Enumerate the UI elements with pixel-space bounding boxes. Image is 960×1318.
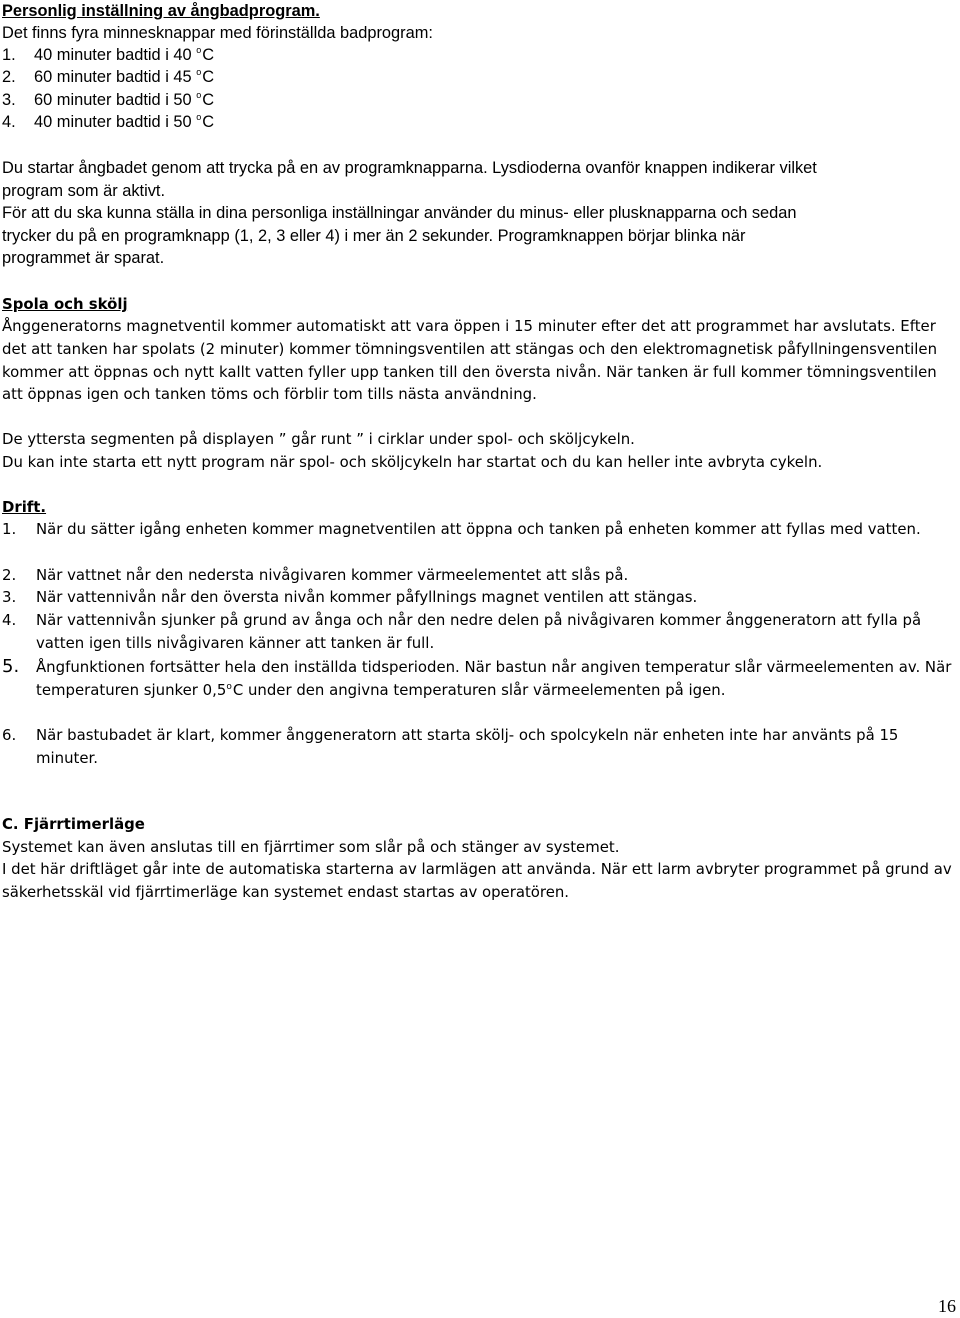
intro-text: Det finns fyra minnesknappar med förinställda badprogram: — [2, 24, 433, 42]
program-item — [2, 89, 214, 113]
item-text: När du sätter igång enheten kommer magnetventilen att öppna och tanken på enheten kommer att fyllas med vatten. — [36, 520, 921, 538]
paragraph-line: programmet är sparat. — [2, 249, 165, 267]
item-number: 3. — [2, 588, 17, 606]
item-text: När vattnet når den nedersta nivågivaren kommer värmeelementet att slås på. — [36, 566, 629, 584]
list-item — [2, 724, 957, 770]
item-number: 1. — [2, 520, 17, 538]
item-text: När vattennivån når den översta nivån kommer påfyllnings magnet ventilen att stängas. — [36, 588, 698, 606]
section-paragraph: I det här driftläget går inte de automatiska starterna av larmlägen att använda. När ett larm avbryter programmet på grund av säkerhetsskäl vid fjärrtimerläge kan systemet endast startas av operatören. — [2, 860, 952, 901]
section-paragraph: De yttersta segmenten på displayen ” går runt ” i cirklar under spol- och sköljcykeln. — [2, 430, 635, 448]
section-heading: C. Fjärrtimerläge — [2, 815, 145, 833]
section-paragraph: Systemet kan även anslutas till en fjärrtimer som slår på och stänger av systemet. — [2, 838, 620, 856]
item-number: 5. — [2, 656, 20, 677]
degree-sign: o — [196, 90, 202, 100]
item-text: När vattennivån sjunker på grund av ånga och når den nedre delen på nivågivaren kommer ånggeneratorn att fylla på vatten igen tills nivågivaren känner att tanken är full. — [36, 611, 922, 652]
item-number: 3. — [2, 91, 16, 109]
section-paragraph: Du kan inte starta ett nytt program när spol- och sköljcykeln har startat och du kan heller inte avbryta cykeln. — [2, 453, 823, 471]
section-heading: Spola och skölj — [2, 295, 128, 313]
paragraph-line: Du startar ångbadet genom att trycka på en av programknapparna. Lysdioderna ovanför knappen indikerar vilket — [2, 159, 817, 177]
item-text: 40 minuter badtid i 50 — [34, 113, 192, 131]
item-text — [36, 656, 957, 705]
paragraph-line: program som är aktivt. — [2, 182, 166, 200]
program-item — [2, 111, 214, 135]
item-text-part: C under den angivna temperaturen slår värmeelementen på igen. — [232, 680, 726, 699]
unit: C — [202, 91, 215, 109]
item-text: När bastubadet är klart, kommer ånggeneratorn att starta skölj- och spolcykeln när enheten inte har använts på 15 minuter. — [36, 726, 899, 767]
item-text: 60 minuter badtid i 50 — [34, 91, 192, 109]
degree-sign: o — [196, 45, 202, 55]
item-number: 2. — [2, 566, 17, 584]
item-text-part: Ångfunktionen fortsätter hela den inställda tidsperioden. När bastun når angiven temperatur slår värmeelementen av. När temperaturen sjunker 0,5 — [36, 658, 952, 699]
section-paragraph: Ånggeneratorns magnetventil kommer automatiskt att vara öppen i 15 minuter efter det att programmet har avslutats. Efter det att tanken har spolats (2 minuter) kommer tömningsventilen att stängas och den elektromagnetisk påfyllningensventilen kommer att öppnas och nytt kallt vatten fyller upp tanken till den översta nivån. När tanken är full kommer tömningsventilen att öppnas igen och tanken töms och förblir tom tills nästa användning. — [2, 317, 938, 404]
unit: C — [202, 46, 215, 64]
program-item — [2, 44, 214, 68]
list-item — [2, 586, 957, 609]
unit: C — [202, 68, 215, 86]
paragraph-line: trycker du på en programknapp (1, 2, 3 eller 4) i mer än 2 sekunder. Programknappen börjar blinka när — [2, 227, 746, 245]
program-item — [2, 66, 214, 90]
list-item — [2, 656, 957, 705]
paragraph-line: För att du ska kunna ställa in dina personliga inställningar använder du minus- eller plusknapparna och sedan — [2, 204, 797, 222]
item-number: 4. — [2, 611, 17, 629]
item-number: 2. — [2, 68, 16, 86]
list-item — [2, 564, 957, 587]
list-item — [2, 609, 957, 655]
item-text: 60 minuter badtid i 45 — [34, 68, 192, 86]
item-number: 4. — [2, 113, 16, 131]
degree-sign: o — [196, 67, 202, 77]
section-heading: Drift. — [2, 498, 47, 516]
section-title: Personlig inställning av ångbadprogram. — [2, 2, 320, 20]
item-number: 1. — [2, 46, 16, 64]
degree-sign: o — [196, 112, 202, 122]
degree-sign: o — [226, 681, 232, 692]
list-item — [2, 518, 957, 541]
unit: C — [202, 113, 215, 131]
page-number: 16 — [938, 1296, 956, 1316]
item-number: 6. — [2, 726, 17, 744]
item-text: 40 minuter badtid i 40 — [34, 46, 192, 64]
